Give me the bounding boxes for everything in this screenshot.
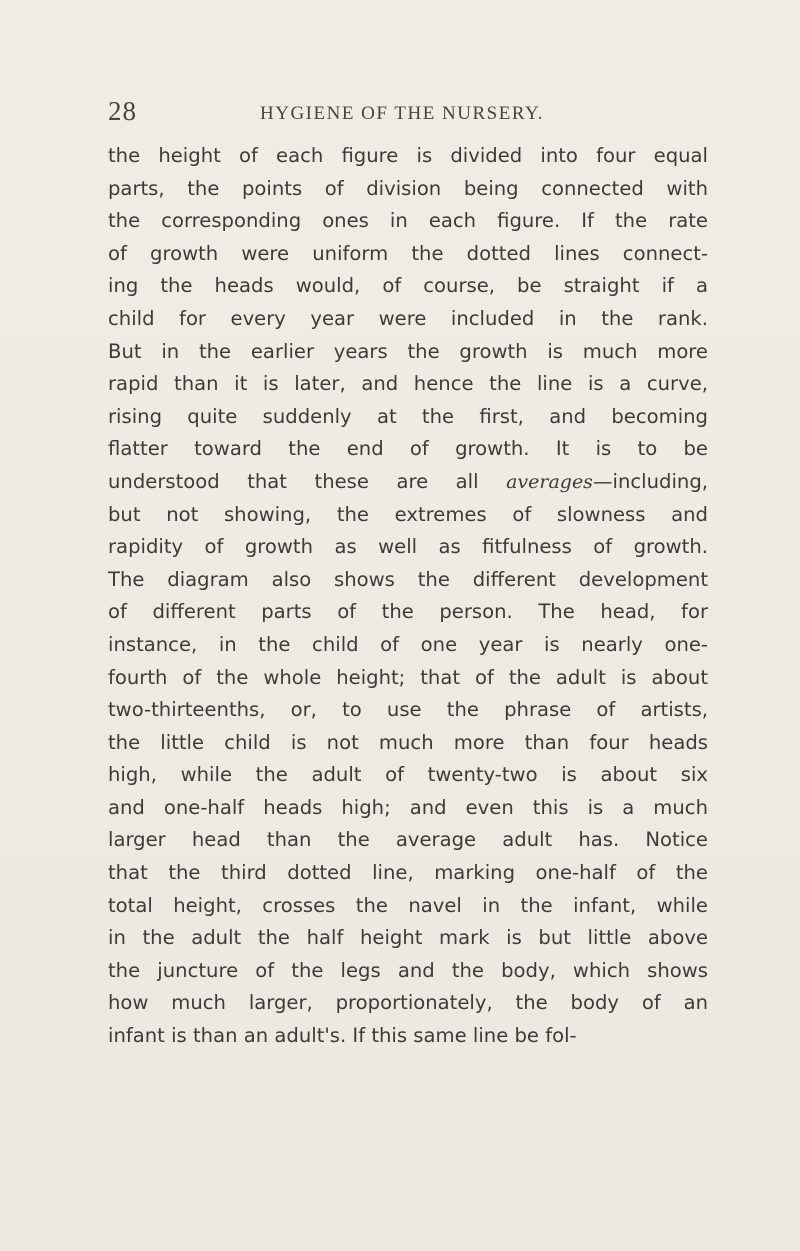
page-number: 28 [108, 96, 137, 126]
text-segment: —including, [592, 469, 708, 493]
text-line: The diagram also shows the different development [108, 567, 708, 591]
running-head [108, 96, 708, 132]
text-line: the little child is not much more than four heads [108, 730, 708, 754]
text-line: but not showing, the extremes of slowness and [108, 502, 708, 526]
text-line: of growth were uniform the dotted lines connect- [108, 241, 708, 265]
text-segment: understood that these are all [108, 469, 507, 493]
text-line: the height of each figure is divided into four equal [108, 144, 708, 167]
text-line: But in the earlier years the growth is much more [108, 339, 708, 363]
text-line: the juncture of the legs and the body, which shows [108, 958, 708, 982]
text-line: rapidity of growth as well as fitfulness of growth. [108, 535, 708, 559]
text-line: ing the heads would, of course, be straight if a [108, 274, 708, 298]
text-line [108, 466, 708, 499]
text-line: of different parts of the person. The head, for [108, 600, 708, 624]
text-line: infant is than an adult's. If this same line be fol- [108, 1024, 577, 1048]
text-line: rising quite suddenly at the first, and becoming [108, 404, 708, 428]
text-line: total height, crosses the navel in the infant, while [108, 893, 708, 917]
text-line: and one-half heads high; and even this is a much [108, 795, 708, 819]
text-line: flatter toward the end of growth. It is to be [108, 437, 708, 461]
body-text [108, 140, 708, 1053]
text-line: how much larger, proportionately, the body of an [108, 991, 708, 1015]
italic-emphasis: averages [506, 470, 593, 493]
text-line: parts, the points of division being connected with [108, 176, 708, 200]
text-line: high, while the adult of twenty-two is about six [108, 763, 708, 787]
text-line: the corresponding ones in each figure. If the rate [108, 209, 708, 233]
text-line: fourth of the whole height; that of the adult is about [108, 665, 708, 689]
text-line: in the adult the half height mark is but little above [108, 926, 708, 950]
text-line: child for every year were included in the rank. [108, 306, 708, 330]
running-title: HYGIENE OF THE NURSERY. [260, 103, 544, 124]
text-line: larger head than the average adult has. Notice [108, 828, 708, 852]
text-line: that the third dotted line, marking one-half of the [108, 861, 708, 885]
text-line: two-thirteenths, or, to use the phrase of artists, [108, 698, 708, 722]
text-line: instance, in the child of one year is nearly one- [108, 632, 708, 656]
text-line: rapid than it is later, and hence the line is a curve, [108, 372, 708, 396]
